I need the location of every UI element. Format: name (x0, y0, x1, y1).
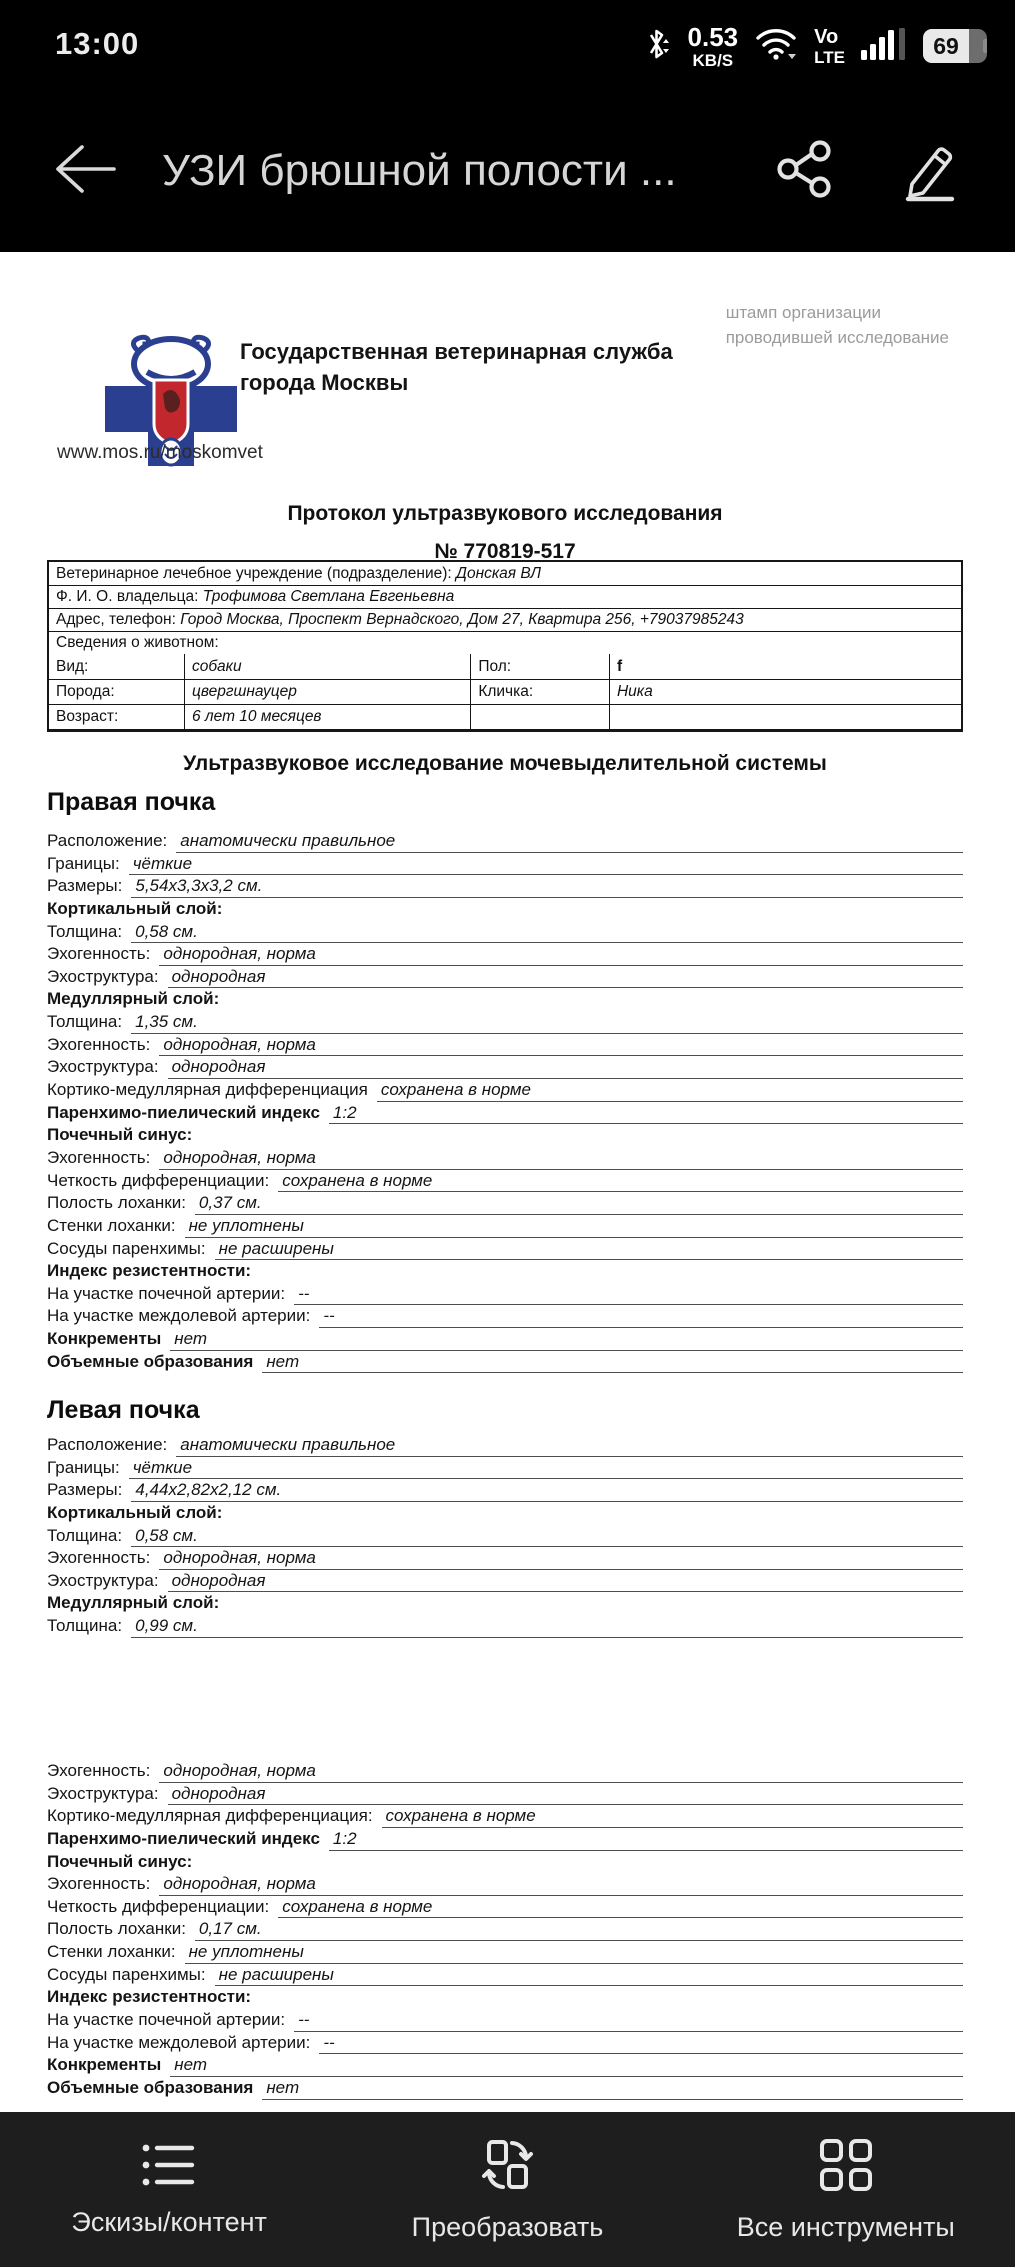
field-line (47, 1147, 963, 1170)
field-line (47, 1102, 963, 1125)
field-line (47, 921, 963, 944)
field-label: Размеры: (47, 1480, 123, 1500)
field-line (47, 875, 963, 898)
field-label: Индекс резистентности: (47, 1987, 252, 2007)
animal-label: Возраст: (56, 708, 119, 725)
table-row-label: Сведения о животном: (56, 634, 219, 651)
field-label: Эхогенность: (47, 1874, 151, 1894)
right-kidney-heading: Правая почка (47, 788, 216, 816)
field-value: анатомически правильное (176, 1434, 963, 1457)
field-value: анатомически правильное (176, 830, 963, 853)
animal-label: Вид: (56, 657, 89, 675)
field-line (47, 1502, 963, 1525)
field-value: 0,37 см. (195, 1192, 963, 1215)
field-label: Эхогенность: (47, 944, 151, 964)
field-line (47, 1851, 963, 1874)
field-label: Эхоструктура: (47, 1057, 159, 1077)
protocol-number: № 770819-517 (434, 540, 576, 563)
field-label: Расположение: (47, 831, 168, 850)
field-value: нет (262, 2077, 963, 2100)
field-label: Эхоструктура: (47, 966, 159, 986)
convert-icon (479, 2137, 535, 2198)
organization-link: www.mos.ru/moskomvet (57, 442, 263, 463)
field-label: Толщина: (47, 1012, 123, 1032)
field-label: Полость лоханки: (47, 1919, 186, 1939)
field-line (47, 1034, 963, 1057)
field-label: Эхоструктура: (47, 1570, 159, 1590)
field-label: Конкременты (47, 1329, 162, 1349)
field-label: Объемные образования (47, 2077, 254, 2097)
field-value: однородная (168, 966, 963, 989)
field-line (47, 1918, 963, 1941)
field-line (47, 2077, 963, 2100)
field-value: -- (294, 1283, 963, 1306)
field-line (47, 1434, 963, 1457)
share-button[interactable] (760, 90, 850, 252)
field-label: Кортико-медуллярная дифференциация: (47, 1806, 373, 1826)
field-value: 0,17 см. (195, 1918, 963, 1941)
field-value: не расширены (215, 1238, 963, 1261)
field-line (47, 1615, 963, 1638)
field-value: 0,58 см. (131, 1525, 963, 1548)
field-value: однородная, норма (159, 943, 963, 966)
signal-bars-icon (861, 26, 907, 67)
left-kidney-heading: Левая почка (47, 1396, 200, 1424)
field-line (47, 1351, 963, 1374)
field-label: Кортикальный слой: (47, 1502, 223, 1522)
field-line (47, 1192, 963, 1215)
field-line (47, 1011, 963, 1034)
field-line (47, 1305, 963, 1328)
field-line (47, 830, 963, 853)
field-value: сохранена в норме (278, 1896, 963, 1919)
table-row (49, 654, 961, 679)
field-line (47, 1592, 963, 1615)
patient-info-table (47, 560, 963, 732)
field-line (47, 1479, 963, 1502)
field-value: нет (170, 2054, 963, 2077)
field-line (47, 2054, 963, 2077)
pdf-page[interactable] (0, 252, 1015, 2110)
field-line (47, 1124, 963, 1147)
field-value: 5,54х3,3х3,2 см. (131, 875, 963, 898)
field-label: Границы: (47, 1457, 120, 1477)
animal-value: Ника (609, 680, 961, 704)
field-line (47, 1896, 963, 1919)
field-value: -- (319, 1305, 963, 1328)
field-value: однородная (168, 1056, 963, 1079)
field-value: однородная, норма (159, 1034, 963, 1057)
field-label: На участке почечной артерии: (47, 2010, 286, 2030)
bluetooth-icon (642, 24, 672, 69)
field-line (47, 2032, 963, 2055)
share-icon (774, 138, 836, 205)
field-value: -- (319, 2032, 963, 2055)
field-label: Четкость дифференциации: (47, 1896, 270, 1916)
table-row-value: Город Москва, Проспект Вернадского, Дом 27, Квартира 256, +79037985243 (180, 611, 744, 628)
table-row (49, 562, 961, 585)
field-label: На участке междолевой артерии: (47, 1306, 311, 1326)
field-line (47, 1783, 963, 1806)
animal-label: Порода: (56, 683, 115, 700)
field-value: чёткие (129, 853, 963, 876)
thumbnails-list-icon (142, 2142, 196, 2193)
table-row-value: Трофимова Светлана Евгеньевна (202, 588, 455, 605)
field-line (47, 853, 963, 876)
back-arrow-icon (50, 140, 122, 203)
field-label: Конкременты (47, 2055, 162, 2075)
all-tools-grid-icon (818, 2137, 874, 2198)
section-title: Ультразвуковое исследование мочевыделительной системы (183, 752, 827, 775)
field-label: Эхогенность: (47, 1147, 151, 1167)
field-label: Полость лоханки: (47, 1193, 186, 1213)
field-line (47, 943, 963, 966)
field-label: Расположение: (47, 1435, 168, 1454)
field-value: 0,58 см. (131, 921, 963, 944)
table-row (49, 679, 961, 704)
network-speed: 0.53 KB/S (687, 21, 739, 70)
field-value: сохранена в норме (377, 1079, 963, 1102)
organization-name: Государственная ветеринарная служба города Москвы (240, 339, 673, 395)
animal-value: цвергшнауцер (184, 680, 470, 704)
field-label: Медуллярный слой: (47, 989, 220, 1009)
field-label: Паренхимо-пиелический индекс (47, 1828, 320, 1848)
field-label: Сосуды паренхимы: (47, 1964, 206, 1984)
field-value: чёткие (129, 1457, 963, 1480)
clock: 13:00 (55, 26, 140, 61)
field-label: Медуллярный слой: (47, 1593, 220, 1613)
table-row-text (49, 634, 219, 652)
field-line (47, 1525, 963, 1548)
animal-value (609, 705, 961, 729)
table-row-text (49, 565, 541, 583)
volte-indicator: Vo LTE (814, 25, 845, 67)
field-line (47, 1170, 963, 1193)
field-value: 0,99 см. (131, 1615, 963, 1638)
field-value: не расширены (215, 1964, 963, 1987)
animal-label: Кличка: (470, 680, 609, 704)
field-value: сохранена в норме (382, 1805, 963, 1828)
field-line (47, 1215, 963, 1238)
field-value: однородная, норма (159, 1873, 963, 1896)
stamp-note: штамп организации проводившей исследование (725, 303, 949, 347)
animal-value: f (609, 654, 961, 679)
bottom-toolbar (0, 2112, 1015, 2267)
battery-icon (923, 29, 987, 63)
field-label: Толщина: (47, 1525, 123, 1545)
field-line (47, 1056, 963, 1079)
table-row (49, 704, 961, 729)
table-row (49, 608, 961, 631)
field-label: Эхогенность: (47, 1034, 151, 1054)
left-kidney-fields-part2 (47, 1760, 963, 2100)
document-title: УЗИ брюшной полости ... (162, 146, 677, 195)
field-label: Почечный синус: (47, 1851, 193, 1871)
app-bar (0, 90, 1015, 252)
toolbar-item-label: Все инструменты (736, 2211, 955, 2242)
all-tools-button[interactable] (677, 2112, 1015, 2267)
convert-button[interactable] (338, 2112, 676, 2267)
status-icons (642, 14, 987, 78)
field-label: Четкость дифференциации: (47, 1170, 270, 1190)
field-line (47, 1805, 963, 1828)
edit-pen-icon (898, 136, 962, 207)
field-value: сохранена в норме (278, 1170, 963, 1193)
field-line (47, 966, 963, 989)
field-value: однородная (168, 1570, 963, 1593)
field-line (47, 1941, 963, 1964)
field-value: однородная, норма (159, 1760, 963, 1783)
field-line (47, 1547, 963, 1570)
field-label: Границы: (47, 853, 120, 873)
field-label: На участке междолевой артерии: (47, 2032, 311, 2052)
field-line (47, 988, 963, 1011)
field-line (47, 1570, 963, 1593)
field-label: Стенки лоханки: (47, 1942, 176, 1962)
field-value: 1:2 (329, 1828, 963, 1851)
wifi-icon (754, 26, 798, 67)
field-label: Сосуды паренхимы: (47, 1238, 206, 1258)
field-line (47, 1828, 963, 1851)
field-value: -- (294, 2009, 963, 2032)
table-row-value: Донская ВЛ (456, 564, 542, 582)
field-value: 1,35 см. (131, 1011, 963, 1034)
field-label: Паренхимо-пиелический индекс (47, 1102, 320, 1122)
field-value: 4,44х2,82х2,12 см. (131, 1479, 963, 1502)
edit-button[interactable] (880, 90, 980, 252)
field-label: Эхоструктура: (47, 1783, 159, 1803)
field-label: Эхогенность: (47, 1548, 151, 1568)
thumbnails-content-button[interactable] (0, 2112, 338, 2267)
right-kidney-fields (47, 830, 963, 1373)
toolbar-item-label: Преобразовать (411, 2211, 604, 2242)
field-value: нет (170, 1328, 963, 1351)
field-line (47, 1457, 963, 1480)
field-line (47, 1760, 963, 1783)
field-label: Почечный синус: (47, 1125, 193, 1145)
battery-percent: 69 (933, 32, 959, 59)
toolbar-item-label: Эскизы/контент (71, 2206, 267, 2237)
field-line (47, 1079, 963, 1102)
field-line (47, 1283, 963, 1306)
protocol-title: Протокол ультразвукового исследования (287, 502, 723, 525)
table-row-text (49, 611, 744, 629)
field-label: На участке почечной артерии: (47, 1283, 286, 1303)
table-row-text (49, 588, 454, 606)
field-value: однородная (168, 1783, 963, 1806)
field-line (47, 2009, 963, 2032)
field-label: Кортикальный слой: (47, 898, 223, 918)
field-label: Индекс резистентности: (47, 1261, 252, 1281)
field-value: не уплотнены (185, 1215, 963, 1238)
field-value: нет (262, 1351, 963, 1374)
table-row-label: Ветеринарное лечебное учреждение (подразделение): (56, 564, 457, 582)
field-label: Толщина: (47, 1616, 123, 1636)
field-label: Стенки лоханки: (47, 1215, 176, 1235)
animal-label (470, 705, 609, 729)
field-label: Размеры: (47, 876, 123, 896)
field-value: однородная, норма (159, 1547, 963, 1570)
field-value: 1:2 (329, 1102, 963, 1125)
field-line (47, 898, 963, 921)
animal-label: Пол: (470, 654, 609, 679)
field-value: не уплотнены (185, 1941, 963, 1964)
field-value: однородная, норма (159, 1147, 963, 1170)
field-label: Объемные образования (47, 1351, 254, 1371)
field-line (47, 1986, 963, 2009)
field-line (47, 1238, 963, 1261)
table-row (49, 585, 961, 608)
field-label: Толщина: (47, 921, 123, 941)
left-kidney-fields-part1 (47, 1434, 963, 1638)
animal-value: 6 лет 10 месяцев (184, 705, 470, 729)
animal-value: собаки (184, 654, 470, 679)
table-row-label: Ф. И. О. владельца: (56, 588, 203, 605)
field-label: Эхогенность: (47, 1761, 151, 1780)
field-line (47, 1260, 963, 1283)
field-line (47, 1328, 963, 1351)
table-row-label: Адрес, телефон: (56, 611, 181, 628)
field-line (47, 1873, 963, 1896)
field-line (47, 1964, 963, 1987)
field-label: Кортико-медуллярная дифференциация (47, 1080, 368, 1100)
back-button[interactable] (36, 90, 136, 252)
table-row (49, 631, 961, 654)
status-bar (0, 0, 1015, 90)
